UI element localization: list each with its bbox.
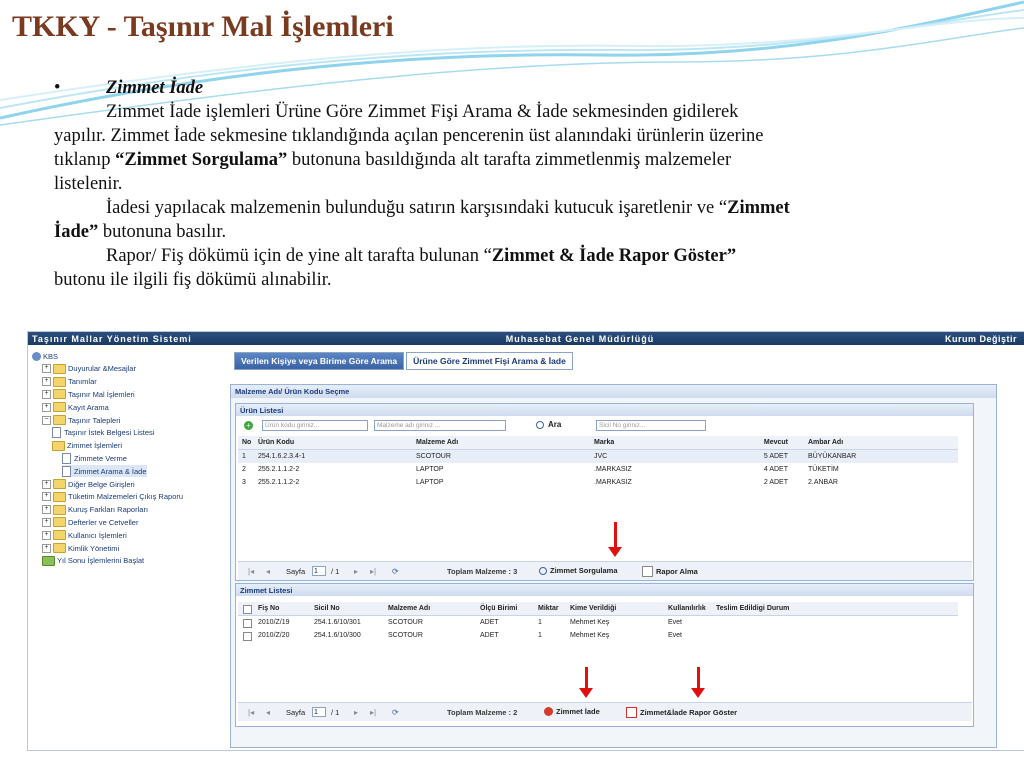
p2-line2-bold: İade”	[54, 222, 99, 242]
table-cell: 1	[538, 632, 542, 639]
tree-item[interactable]	[32, 350, 58, 362]
column-header: Sicil No	[314, 605, 340, 612]
tree-item-label: Diğer Belge Girişleri	[68, 479, 135, 489]
zimmet-query-button[interactable]	[539, 566, 618, 575]
table-row[interactable]	[238, 463, 958, 476]
table-row[interactable]	[238, 629, 958, 642]
column-header: Fiş No	[258, 605, 280, 612]
column-header: Ürün Kodu	[258, 439, 295, 446]
p1-line3-post: butonuna basıldığında alt tarafta zimmetlenmiş malzemeler	[287, 150, 732, 170]
table-cell: 2010/Z/19	[258, 619, 290, 626]
table-cell: 2.ANBAR	[808, 479, 838, 486]
row-checkbox[interactable]	[243, 619, 252, 628]
table-header	[238, 436, 958, 450]
p1-line3-bold: “Zimmet Sorgulama”	[115, 150, 288, 170]
column-header: Miktar	[538, 605, 559, 612]
tree-item-label: Kayıt Arama	[68, 402, 109, 412]
tree-item[interactable]	[42, 516, 138, 528]
first-page-icon[interactable]: |◂	[248, 707, 255, 717]
paragraph-1-line-1: Zimmet İade işlemleri Ürüne Göre Zimmet Fişi Arama & İade sekmesinden gidilerek	[106, 102, 739, 122]
table-cell: Evet	[668, 632, 683, 639]
table-cell: 1	[242, 453, 246, 460]
product-pager	[238, 561, 972, 580]
tree-item[interactable]	[42, 555, 144, 567]
search-icon	[536, 421, 544, 429]
table-cell: ADET	[480, 632, 499, 639]
tree-item[interactable]	[42, 491, 183, 503]
tree-item-label: Tüketim Malzemeleri Çıkış Raporu	[68, 492, 184, 502]
return-icon	[544, 707, 553, 716]
table-row[interactable]	[238, 476, 958, 489]
paragraph-3-line-1	[54, 244, 964, 268]
refresh-icon[interactable]: ⟳	[392, 566, 399, 576]
zimmet-report-label: Zimmet&İade Rapor Göster	[640, 708, 738, 717]
table-cell: JVC	[594, 453, 608, 460]
column-header: Mevcut	[763, 439, 788, 446]
row-checkbox[interactable]	[243, 632, 252, 641]
tree-item[interactable]	[62, 452, 127, 464]
tree-item-label: Taşınır Mal İşlemleri	[68, 389, 135, 399]
tree-item[interactable]	[62, 465, 147, 477]
search-button[interactable]	[536, 420, 561, 429]
table-cell: SCOTOUR	[416, 453, 451, 460]
next-page-icon[interactable]: ▸	[354, 566, 359, 576]
table-cell: .MARKASIZ	[594, 479, 632, 486]
table-cell: 2 ADET	[763, 479, 788, 486]
expand-icon[interactable]: +	[42, 390, 51, 399]
tree-item[interactable]	[42, 376, 97, 388]
p2-line2-post: butonuna basılır.	[98, 222, 227, 242]
tree-item-label: Defterler ve Cetveller	[68, 517, 139, 527]
table-cell: 255.2.1.1.2-2	[258, 479, 300, 486]
p2-line1-bold: Zimmet	[727, 198, 790, 218]
folder-icon	[53, 389, 66, 399]
sicil-no-input[interactable]: Sicil No giriniz...	[596, 420, 706, 431]
document-icon	[52, 427, 61, 438]
pdf-icon	[626, 707, 637, 718]
tree-item-label: Duyurular &Mesajlar	[68, 364, 136, 374]
table-cell: LAPTOP	[416, 466, 444, 473]
zimmet-return-button[interactable]	[544, 707, 600, 716]
product-list-panel	[235, 403, 974, 581]
page-total: / 1	[331, 566, 340, 576]
folder-icon	[53, 364, 66, 374]
report-icon	[642, 566, 653, 577]
page-label: Sayfa	[286, 707, 306, 717]
tab-search-by-person[interactable]: Verilen Kişiye veya Birime Göre Arama	[234, 352, 404, 370]
expand-icon[interactable]: +	[42, 518, 51, 527]
tree-item[interactable]	[42, 363, 136, 375]
tree-item[interactable]	[52, 427, 154, 439]
column-header: Malzeme Adı	[388, 605, 431, 612]
assignment-pager	[238, 702, 972, 721]
table-header	[238, 602, 958, 616]
nav-tree	[28, 346, 224, 750]
expand-icon[interactable]: +	[42, 544, 51, 553]
add-icon[interactable]: +	[244, 421, 253, 430]
tree-item-label: Kuruş Farkları Raporları	[68, 505, 149, 515]
prev-page-icon[interactable]: ◂	[266, 707, 271, 717]
product-code-input[interactable]: Ürün kodu giriniz...	[262, 420, 368, 431]
table-cell: 3	[242, 479, 246, 486]
column-header: Kullanılırlık	[668, 605, 706, 612]
next-page-icon[interactable]: ▸	[354, 707, 359, 717]
column-header: Teslim Edildigi Durum	[716, 605, 790, 612]
folder-icon	[53, 517, 66, 527]
select-all-checkbox[interactable]	[243, 605, 252, 614]
p3-line1-pre: Rapor/ Fiş dökümü için de yine alt tarafta bulunan “	[106, 246, 492, 266]
folder-icon	[53, 505, 66, 515]
column-header: Kime Verildiği	[570, 605, 617, 612]
panel-title: Malzeme Adı/ Ürün Kodu Seçme	[231, 385, 996, 398]
bullet-marker: •	[54, 78, 61, 98]
paragraph-3-line-2: butonu ile ilgili fiş dökümü alınabilir.	[54, 270, 332, 290]
table-cell: 2010/Z/20	[258, 632, 290, 639]
main-content	[230, 346, 1024, 750]
table-cell: .MARKASIZ	[594, 466, 632, 473]
last-page-icon[interactable]: ▸|	[370, 707, 377, 717]
p1-line3-pre: tıklanıp	[54, 150, 116, 170]
folder-icon	[53, 402, 66, 412]
tree-item[interactable]	[42, 414, 120, 426]
document-icon	[62, 466, 71, 477]
table-cell: TÜKETİM	[808, 466, 839, 473]
folder-icon	[53, 377, 66, 387]
folder-icon	[52, 441, 65, 451]
app-screenshot	[27, 331, 1024, 751]
tree-item-label: Zimmet İşlemleri	[67, 441, 123, 451]
page-number-input[interactable]: 1	[312, 566, 326, 576]
expand-icon[interactable]: +	[42, 505, 51, 514]
column-header: Marka	[594, 439, 615, 446]
page-total: / 1	[331, 707, 340, 717]
tree-item-label: Yıl Sonu İşlemlerini Başlat	[57, 556, 145, 566]
report-button[interactable]	[642, 566, 698, 577]
table-cell: 255.2.1.1.2-2	[258, 466, 300, 473]
page-number-input[interactable]: 1	[312, 707, 326, 717]
kbs-icon	[32, 352, 41, 361]
expand-icon[interactable]: +	[42, 492, 51, 501]
tree-item-label: Tanımlar	[68, 377, 97, 387]
table-cell: BÜYÜKANBAR	[808, 453, 857, 460]
tree-item-label: Taşınır İstek Belgesi Listesi	[64, 428, 155, 438]
table-cell: LAPTOP	[416, 479, 444, 486]
tree-item[interactable]	[52, 440, 122, 452]
table-row[interactable]	[238, 450, 958, 463]
user-icon	[42, 556, 55, 566]
tree-item-label: Kullanıcı İşlemleri	[68, 530, 127, 540]
p3-line1-bold: Zimmet & İade Rapor Göster”	[491, 246, 737, 266]
folder-icon	[53, 543, 66, 553]
table-cell: Evet	[668, 619, 683, 626]
table-cell: 254.1.6/10/300	[314, 632, 361, 639]
selection-panel	[230, 384, 997, 748]
column-header: Ölçü Birimi	[480, 605, 518, 612]
tree-item[interactable]	[42, 542, 119, 554]
tree-item-label: Zimmete Verme	[74, 453, 127, 463]
collapse-icon[interactable]: −	[42, 416, 51, 425]
paragraph-1-line-2: yapılır. Zimmet İade sekmesine tıklandığında açılan pencerenin üst alanındaki ürünlerin üzerine	[54, 126, 764, 146]
folder-icon	[53, 479, 66, 489]
search-button-label: Ara	[548, 420, 562, 429]
magnifier-icon	[539, 567, 547, 575]
table-row[interactable]	[238, 616, 958, 629]
tree-item[interactable]	[42, 504, 148, 516]
table-cell: 1	[538, 619, 542, 626]
table-cell: 4 ADET	[763, 466, 788, 473]
prev-page-icon[interactable]: ◂	[266, 566, 271, 576]
expand-icon[interactable]: +	[42, 531, 51, 540]
app-title: Taşınır Mallar Yönetim Sistemi	[32, 333, 192, 344]
tree-item[interactable]	[42, 478, 135, 490]
tree-item-label: KBS	[43, 351, 59, 361]
folder-icon	[53, 415, 66, 425]
zimmet-report-button[interactable]	[626, 707, 737, 718]
table-cell: 2	[242, 466, 246, 473]
table-cell: 254.1.6.2.3.4-1	[258, 453, 306, 460]
report-button-label: Rapor Alma	[656, 567, 698, 576]
assignment-list-panel	[235, 583, 974, 727]
total-count: Toplam Malzeme : 3	[447, 566, 518, 576]
total-count: Toplam Malzeme : 2	[447, 707, 518, 717]
slide-body	[54, 76, 964, 292]
p2-line1-pre: İadesi yapılacak malzemenin bulunduğu satırın karşısındaki kutucuk işaretlenir ve “	[106, 198, 728, 218]
subheading: Zimmet İade	[106, 78, 204, 98]
tree-item[interactable]	[42, 388, 135, 400]
tree-item-label: Kimlik Yönetimi	[68, 543, 120, 553]
zimmet-query-label: Zimmet Sorgulama	[550, 566, 618, 575]
paragraph-2-line-2	[54, 220, 964, 244]
tree-item-label: Zimmet Arama & İade	[74, 466, 147, 476]
assignment-list-title: Zimmet Listesi	[236, 584, 973, 596]
bullet-line	[54, 76, 964, 100]
column-header: Malzeme Adı	[416, 439, 459, 446]
org-title: Muhasebat Genel Müdürlüğü	[505, 333, 655, 344]
folder-icon	[53, 530, 66, 540]
page-label: Sayfa	[286, 566, 306, 576]
folder-icon	[53, 492, 66, 502]
column-header: Ambar Adı	[808, 439, 844, 446]
zimmet-return-label: Zimmet İade	[556, 707, 600, 716]
tree-item-label: Taşınır Talepleri	[68, 415, 121, 425]
table-cell: Mehmet Keş	[570, 632, 610, 639]
refresh-icon[interactable]: ⟳	[392, 707, 399, 717]
table-cell: 5 ADET	[763, 453, 788, 460]
column-header: No	[242, 439, 252, 446]
table-cell: 254.1.6/10/301	[314, 619, 361, 626]
tab-search-by-product[interactable]: Ürüne Göre Zimmet Fişi Arama & İade	[406, 352, 573, 370]
paragraph-2-line-1	[54, 196, 964, 220]
table-cell: SCOTOUR	[388, 632, 423, 639]
paragraph-1-line-3	[54, 148, 964, 172]
tab-bar	[234, 352, 575, 370]
first-page-icon[interactable]: |◂	[248, 566, 255, 576]
table-cell: ADET	[480, 619, 499, 626]
document-icon	[62, 453, 71, 464]
tree-item[interactable]	[42, 529, 127, 541]
expand-icon[interactable]: +	[42, 377, 51, 386]
product-list-title: Ürün Listesi	[236, 404, 973, 416]
expand-icon[interactable]: +	[42, 364, 51, 373]
slide-title: TKKY - Taşınır Mal İşlemleri	[12, 10, 394, 43]
change-institution-link[interactable]: Kurum Değiştir	[944, 333, 1017, 344]
paragraph-1-line-4: listelenir.	[54, 174, 123, 194]
material-name-input[interactable]: Malzeme adı giriniz ...	[374, 420, 506, 431]
expand-icon[interactable]: +	[42, 403, 51, 412]
tree-item[interactable]	[42, 401, 109, 413]
last-page-icon[interactable]: ▸|	[370, 566, 377, 576]
table-cell: Mehmet Keş	[570, 619, 610, 626]
table-cell: SCOTOUR	[388, 619, 423, 626]
app-header-bar	[28, 332, 1024, 345]
expand-icon[interactable]: +	[42, 480, 51, 489]
